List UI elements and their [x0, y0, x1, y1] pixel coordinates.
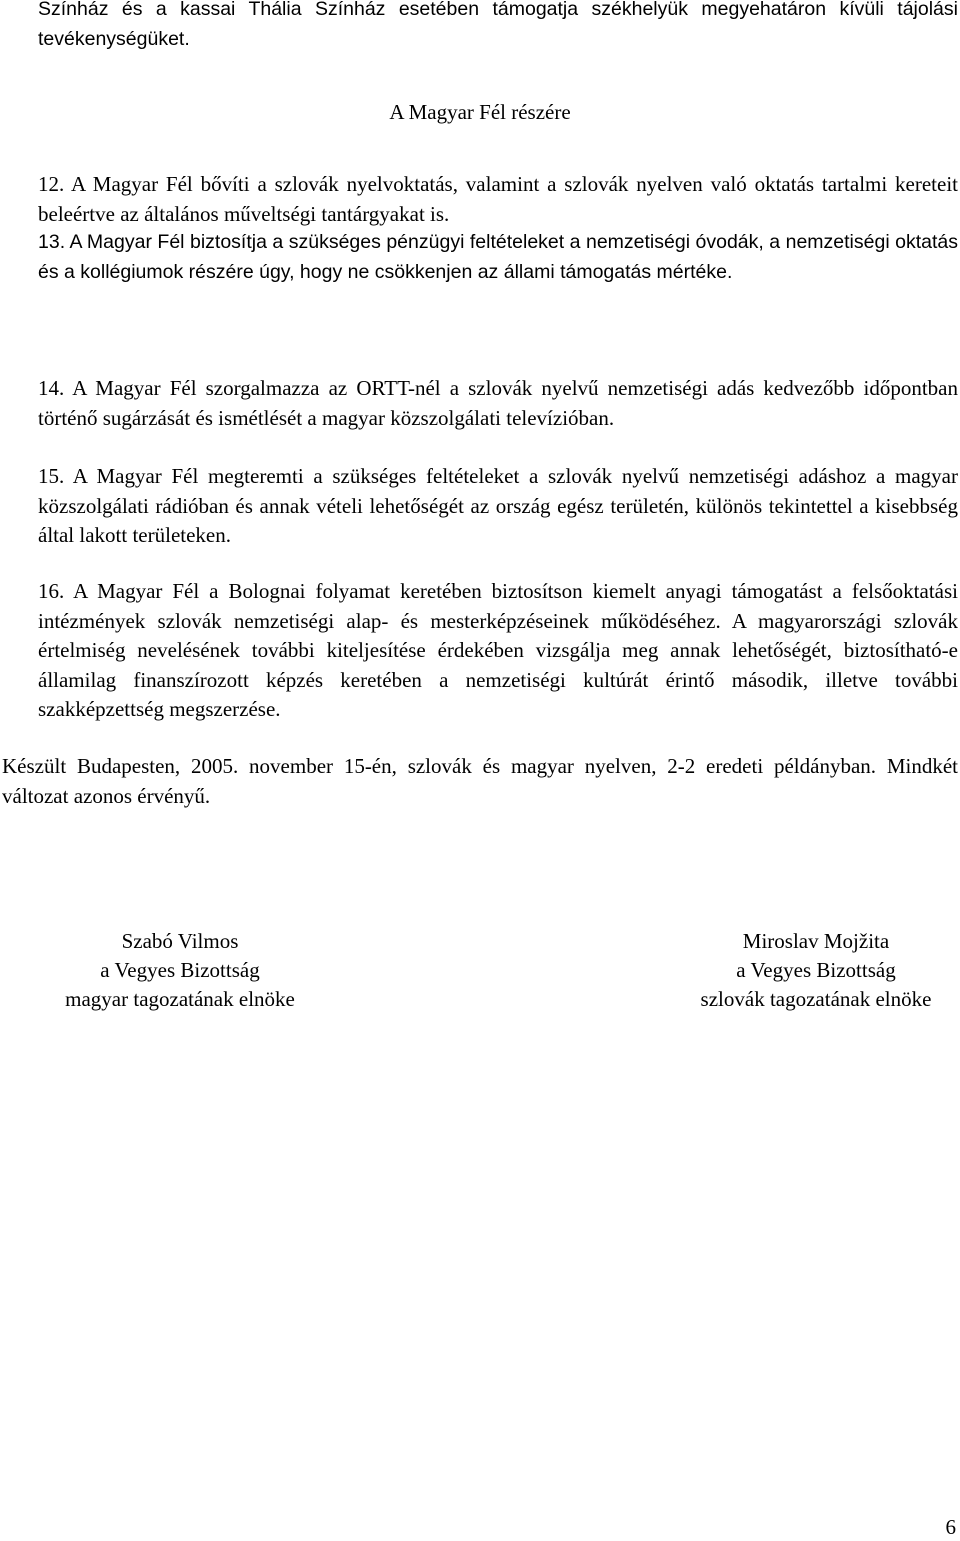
- signature-hungarian: [20, 927, 340, 1014]
- item-number: 15.: [38, 464, 65, 488]
- closing-paragraph: Készült Budapesten, 2005. november 15-én, szlovák és magyar nyelven, 2-2 eredeti példányban. Mindkét változat azonos érvényű.: [2, 754, 958, 808]
- signatory-role: a Vegyes Bizottság: [100, 958, 260, 982]
- item-14: [38, 374, 958, 433]
- signatory-section: szlovák tagozatának elnöke: [700, 987, 932, 1011]
- signatory-role: a Vegyes Bizottság: [736, 958, 896, 982]
- item-text: A Magyar Fél szorgalmazza az ORTT-nél a szlovák nyelvű nemzetiségi adás kedvezőbb időpontban történő sugárzását és ismétlését a magyar közszolgálati televízióban.: [38, 376, 958, 430]
- item-number: 14.: [38, 376, 65, 400]
- item-15: [38, 462, 958, 551]
- item-text: A Magyar Fél megteremti a szükséges feltételeket a szlovák nyelvű nemzetiségi adáshoz a magyar közszolgálati rádióban és annak vételi lehetőségét az ország egész területén, különös tekintettel a kisebbség által lakott területeken.: [38, 464, 958, 547]
- signatory-section: magyar tagozatának elnöke: [65, 987, 295, 1011]
- intro-paragraph: Színház és a kassai Thália Színház esetében támogatja székhelyük megyehatáron kívüli tájolási tevékenységüket.: [38, 0, 958, 50]
- item-16: [38, 577, 958, 725]
- signature-slovak: [656, 927, 960, 1014]
- item-number: 12.: [38, 172, 65, 196]
- item-13: [38, 228, 958, 287]
- item-12: [38, 170, 958, 229]
- signatory-name: Szabó Vilmos: [121, 929, 239, 953]
- item-number: 16.: [38, 579, 65, 603]
- item-text: A Magyar Fél bővíti a szlovák nyelvoktatás, valamint a szlovák nyelven való oktatás tartalmi kereteit beleértve az általános műveltségi tantárgyakat is.: [38, 172, 959, 226]
- section-heading: A Magyar Fél részére: [389, 100, 571, 124]
- item-text: A Magyar Fél biztosítja a szükséges pénzügyi feltételeket a nemzetiségi óvodák, a nemzetiségi oktatás és a kollégiumok részére úgy, hogy ne csökkenjen az állami támogatás mértéke.: [38, 231, 958, 283]
- page-number: 6: [945, 1515, 956, 1539]
- item-number: 13.: [38, 231, 66, 253]
- signatory-name: Miroslav Mojžita: [742, 929, 890, 953]
- item-text: A Magyar Fél a Bolognai folyamat keretében biztosítson kiemelt anyagi támogatást a felsőoktatási intézmények szlovák nemzetiségi alap- és mesterképzéseinek működéséhez. A magyarországi szlovák értelmiség nevelésének további kiteljesítése érdekében vizsgálja meg annak lehetőségét, biztosítható-e államilag finanszírozott képzés keretében a nemzetiségi kultúrát érintő második, illetve további szakképzettség megszerzése.: [38, 579, 958, 721]
